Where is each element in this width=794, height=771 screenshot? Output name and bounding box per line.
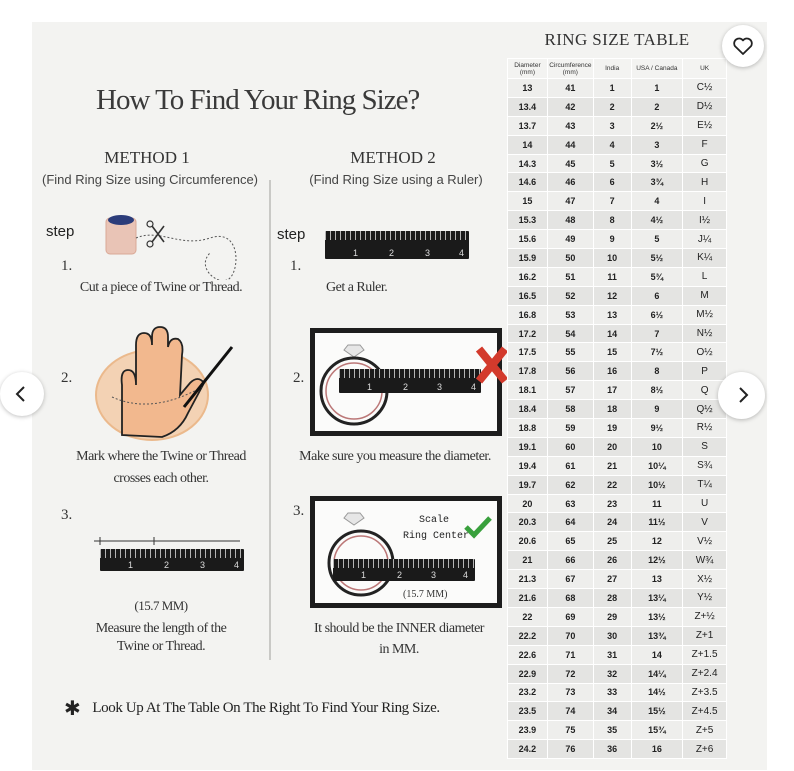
table-row — [508, 116, 727, 135]
cell-india: 19 — [593, 419, 631, 438]
cell-uk: Z+2.4 — [683, 664, 727, 683]
cell-circumference: 70 — [547, 626, 593, 645]
table-row — [508, 400, 727, 419]
cell-india: 28 — [593, 589, 631, 608]
cell-circumference: 66 — [547, 551, 593, 570]
cell-usa: 5½ — [631, 249, 683, 268]
cell-diameter: 14 — [508, 135, 548, 154]
cell-uk: M — [683, 286, 727, 305]
cell-diameter: 14.3 — [508, 154, 548, 173]
cell-india: 24 — [593, 513, 631, 532]
method2-step1-caption: Get a Ruler. — [326, 280, 388, 295]
cell-india: 20 — [593, 437, 631, 456]
cell-usa: 5¾ — [631, 267, 683, 286]
cell-diameter: 13.7 — [508, 116, 548, 135]
cell-usa: 6 — [631, 286, 683, 305]
col-header-diameter: Diameter (mm) — [508, 59, 548, 79]
cell-india: 36 — [593, 740, 631, 759]
table-row — [508, 249, 727, 268]
cell-india: 26 — [593, 551, 631, 570]
cell-usa: 3½ — [631, 154, 683, 173]
method1-measurement: (15.7 MM) — [134, 598, 188, 613]
cell-uk: I½ — [683, 211, 727, 230]
cell-circumference: 43 — [547, 116, 593, 135]
table-row — [508, 456, 727, 475]
cell-circumference: 69 — [547, 607, 593, 626]
table-row — [508, 267, 727, 286]
cell-circumference: 56 — [547, 362, 593, 381]
cell-circumference: 60 — [547, 437, 593, 456]
cell-diameter: 18.8 — [508, 419, 548, 438]
cell-uk: Z+½ — [683, 607, 727, 626]
cell-usa: 15½ — [631, 702, 683, 721]
cell-uk: T¼ — [683, 475, 727, 494]
cell-india: 17 — [593, 381, 631, 400]
cell-diameter: 22.2 — [508, 626, 548, 645]
cell-circumference: 75 — [547, 721, 593, 740]
method2-step3-caption-line2: in MM. — [379, 642, 419, 657]
table-row — [508, 211, 727, 230]
cell-diameter: 23.9 — [508, 721, 548, 740]
method2-step3-caption-line1: It should be the INNER diameter — [314, 621, 484, 636]
cell-india: 29 — [593, 607, 631, 626]
cell-india: 25 — [593, 532, 631, 551]
method2-step3-diagram — [310, 496, 502, 608]
cell-usa: 14 — [631, 645, 683, 664]
cell-diameter: 13 — [508, 79, 548, 98]
cell-usa: 5 — [631, 230, 683, 249]
cell-usa: 11½ — [631, 513, 683, 532]
col-header-uk: UK — [683, 59, 727, 79]
cell-india: 11 — [593, 267, 631, 286]
cell-usa: 8½ — [631, 381, 683, 400]
asterisk-icon: ✱ — [64, 696, 81, 720]
cell-circumference: 61 — [547, 456, 593, 475]
cell-circumference: 71 — [547, 645, 593, 664]
cell-uk: X½ — [683, 570, 727, 589]
method1-step3-caption-line2: Twine or Thread. — [116, 639, 206, 654]
cell-usa: 7½ — [631, 343, 683, 362]
cell-diameter: 21.6 — [508, 589, 548, 608]
table-row — [508, 419, 727, 438]
cell-diameter: 20.3 — [508, 513, 548, 532]
cell-usa: 3 — [631, 135, 683, 154]
cell-diameter: 19.7 — [508, 475, 548, 494]
cell-india: 35 — [593, 721, 631, 740]
table-row — [508, 437, 727, 456]
cell-uk: D½ — [683, 97, 727, 116]
method1-step1-caption: Cut a piece of Twine or Thread. — [79, 280, 243, 295]
cell-circumference: 41 — [547, 79, 593, 98]
cell-diameter: 18.4 — [508, 400, 548, 419]
col-header-circumference: Circumference (mm) — [547, 59, 593, 79]
next-image-button[interactable] — [718, 372, 765, 419]
cell-uk: Z+6 — [683, 740, 727, 759]
table-row — [508, 324, 727, 343]
cell-circumference: 49 — [547, 230, 593, 249]
table-row — [508, 532, 727, 551]
cell-circumference: 59 — [547, 419, 593, 438]
cell-usa: 6½ — [631, 305, 683, 324]
cell-uk: Z+4.5 — [683, 702, 727, 721]
cell-uk: S — [683, 437, 727, 456]
chevron-left-icon — [14, 385, 28, 403]
cell-india: 34 — [593, 702, 631, 721]
table-row — [508, 589, 727, 608]
table-row — [508, 173, 727, 192]
cell-india: 22 — [593, 475, 631, 494]
cell-circumference: 74 — [547, 702, 593, 721]
cell-usa: 9 — [631, 400, 683, 419]
method1-step2-number: 2. — [61, 370, 73, 386]
cell-usa: 4 — [631, 192, 683, 211]
cell-diameter: 22.6 — [508, 645, 548, 664]
cell-diameter: 15.9 — [508, 249, 548, 268]
cell-diameter: 21 — [508, 551, 548, 570]
cell-usa: 12 — [631, 532, 683, 551]
cell-uk: Z+5 — [683, 721, 727, 740]
cell-uk: G — [683, 154, 727, 173]
cell-uk: C½ — [683, 79, 727, 98]
method2-step2-number: 2. — [293, 370, 305, 386]
cell-circumference: 72 — [547, 664, 593, 683]
table-row — [508, 721, 727, 740]
cell-india: 5 — [593, 154, 631, 173]
table-row — [508, 362, 727, 381]
cell-diameter: 15 — [508, 192, 548, 211]
cell-uk: E½ — [683, 116, 727, 135]
table-row — [508, 79, 727, 98]
table-row — [508, 230, 727, 249]
cell-circumference: 57 — [547, 381, 593, 400]
cell-india: 10 — [593, 249, 631, 268]
cell-india: 33 — [593, 683, 631, 702]
cell-usa: 1 — [631, 79, 683, 98]
cell-usa: 3¾ — [631, 173, 683, 192]
cell-usa: 13¾ — [631, 626, 683, 645]
cell-diameter: 14.6 — [508, 173, 548, 192]
cell-uk: Z+1 — [683, 626, 727, 645]
method2-step1-ruler: 1 2 3 4 — [325, 231, 469, 259]
cell-uk: P — [683, 362, 727, 381]
cell-india: 27 — [593, 570, 631, 589]
method2-measurement: (15.7 MM) — [403, 589, 448, 600]
cell-circumference: 50 — [547, 249, 593, 268]
cell-diameter: 15.3 — [508, 211, 548, 230]
cell-uk: O½ — [683, 343, 727, 362]
cell-diameter: 21.3 — [508, 570, 548, 589]
cell-usa: 15¾ — [631, 721, 683, 740]
cell-circumference: 46 — [547, 173, 593, 192]
cell-usa: 12½ — [631, 551, 683, 570]
ring-size-table — [507, 58, 727, 759]
cell-diameter: 16.8 — [508, 305, 548, 324]
table-row — [508, 305, 727, 324]
cell-india: 7 — [593, 192, 631, 211]
thread-spool-icon — [100, 208, 250, 280]
cell-usa: 2 — [631, 97, 683, 116]
method1-ruler: 1 2 3 4 — [100, 549, 244, 571]
cell-uk: R½ — [683, 419, 727, 438]
cell-uk: Q — [683, 381, 727, 400]
cell-circumference: 45 — [547, 154, 593, 173]
method2-step2-caption: Make sure you measure the diameter. — [299, 449, 491, 464]
cell-diameter: 16.2 — [508, 267, 548, 286]
method2-step3-number: 3. — [293, 503, 305, 519]
cell-uk: Y½ — [683, 589, 727, 608]
cell-circumference: 67 — [547, 570, 593, 589]
table-row — [508, 702, 727, 721]
guide-title: How To Find Your Ring Size? — [96, 84, 420, 116]
method-divider — [269, 180, 271, 660]
table-row — [508, 475, 727, 494]
cell-usa: 10 — [631, 437, 683, 456]
cell-india: 21 — [593, 456, 631, 475]
method2-step2-diagram — [310, 328, 502, 436]
cell-circumference: 62 — [547, 475, 593, 494]
cell-circumference: 42 — [547, 97, 593, 116]
table-row — [508, 135, 727, 154]
cell-usa: 10½ — [631, 475, 683, 494]
cell-india: 13 — [593, 305, 631, 324]
table-row — [508, 551, 727, 570]
green-check-icon — [463, 515, 493, 539]
table-row — [508, 97, 727, 116]
cell-usa: 4½ — [631, 211, 683, 230]
cell-uk: H — [683, 173, 727, 192]
cell-circumference: 76 — [547, 740, 593, 759]
cell-india: 12 — [593, 286, 631, 305]
cell-uk: J¼ — [683, 230, 727, 249]
heart-icon — [733, 37, 753, 55]
cell-diameter: 23.5 — [508, 702, 548, 721]
cell-uk: Z+1.5 — [683, 645, 727, 664]
cell-circumference: 48 — [547, 211, 593, 230]
previous-image-button[interactable] — [0, 372, 44, 416]
cell-diameter: 17.8 — [508, 362, 548, 381]
cell-circumference: 52 — [547, 286, 593, 305]
scale-label: Scale — [419, 515, 450, 526]
method1-heading: METHOD 1 — [104, 148, 190, 167]
cell-usa: 13 — [631, 570, 683, 589]
cell-uk: S¾ — [683, 456, 727, 475]
method2-step1-number: 1. — [290, 258, 302, 274]
table-row — [508, 570, 727, 589]
cell-circumference: 53 — [547, 305, 593, 324]
table-row — [508, 154, 727, 173]
table-row — [508, 513, 727, 532]
cell-india: 8 — [593, 211, 631, 230]
table-row — [508, 664, 727, 683]
cell-diameter: 22 — [508, 607, 548, 626]
method1-step1-number: 1. — [61, 258, 73, 274]
cell-uk: V — [683, 513, 727, 532]
method2-heading: METHOD 2 — [350, 148, 436, 167]
method1-step2-caption-line2: crosses each other. — [113, 471, 209, 486]
ring-center-label: Ring Center — [403, 531, 470, 542]
col-header-india: India — [593, 59, 631, 79]
cell-uk: K¼ — [683, 249, 727, 268]
cell-circumference: 44 — [547, 135, 593, 154]
cell-circumference: 73 — [547, 683, 593, 702]
cell-diameter: 20 — [508, 494, 548, 513]
cell-diameter: 23.2 — [508, 683, 548, 702]
cell-circumference: 58 — [547, 400, 593, 419]
cell-uk: Z+3.5 — [683, 683, 727, 702]
table-row — [508, 381, 727, 400]
cell-india: 23 — [593, 494, 631, 513]
ring-size-table-title: RING SIZE TABLE — [544, 30, 690, 49]
cell-india: 18 — [593, 400, 631, 419]
cell-diameter: 24.2 — [508, 740, 548, 759]
cell-circumference: 54 — [547, 324, 593, 343]
bottom-note — [64, 696, 440, 720]
cell-usa: 13¼ — [631, 589, 683, 608]
bottom-note-text: Look Up At The Table On The Right To Find Your Ring Size. — [92, 700, 440, 716]
table-row — [508, 494, 727, 513]
method2-step-label: step — [277, 226, 306, 243]
cell-diameter: 13.4 — [508, 97, 548, 116]
table-row — [508, 192, 727, 211]
cell-diameter: 18.1 — [508, 381, 548, 400]
cell-usa: 2½ — [631, 116, 683, 135]
cell-diameter: 17.2 — [508, 324, 548, 343]
cell-uk: W¾ — [683, 551, 727, 570]
cell-diameter: 17.5 — [508, 343, 548, 362]
cell-usa: 7 — [631, 324, 683, 343]
cell-usa: 9½ — [631, 419, 683, 438]
cell-diameter: 16.5 — [508, 286, 548, 305]
cell-india: 16 — [593, 362, 631, 381]
cell-india: 31 — [593, 645, 631, 664]
cell-circumference: 51 — [547, 267, 593, 286]
cell-india: 6 — [593, 173, 631, 192]
cell-india: 32 — [593, 664, 631, 683]
table-row — [508, 607, 727, 626]
cell-usa: 10¼ — [631, 456, 683, 475]
table-row — [508, 683, 727, 702]
cell-usa: 13½ — [631, 607, 683, 626]
method1-step3-caption-line1: Measure the length of the — [95, 621, 227, 636]
cell-uk: N½ — [683, 324, 727, 343]
table-row — [508, 286, 727, 305]
red-x-icon — [475, 345, 509, 385]
cell-india: 4 — [593, 135, 631, 154]
cell-diameter: 22.9 — [508, 664, 548, 683]
method1-step2-caption-line1: Mark where the Twine or Thread — [76, 449, 246, 464]
cell-circumference: 63 — [547, 494, 593, 513]
favorite-button[interactable] — [722, 25, 764, 67]
table-row — [508, 343, 727, 362]
cell-uk: U — [683, 494, 727, 513]
table-row — [508, 645, 727, 664]
method1-step3-number: 3. — [61, 507, 73, 523]
method2-step2-ruler: 1 2 3 4 — [339, 369, 481, 393]
cell-usa: 14½ — [631, 683, 683, 702]
cell-india: 3 — [593, 116, 631, 135]
cell-uk: F — [683, 135, 727, 154]
cell-india: 14 — [593, 324, 631, 343]
cell-diameter: 20.6 — [508, 532, 548, 551]
method1-subheading: (Find Ring Size using Circumference) — [41, 172, 259, 187]
cell-uk: M½ — [683, 305, 727, 324]
cell-circumference: 68 — [547, 589, 593, 608]
cell-india: 15 — [593, 343, 631, 362]
method2-step3-ruler: 1 2 3 4 — [333, 559, 475, 581]
cell-uk: I — [683, 192, 727, 211]
cell-india: 1 — [593, 79, 631, 98]
method1-step-label: step — [46, 223, 75, 240]
table-row — [508, 626, 727, 645]
cell-circumference: 47 — [547, 192, 593, 211]
hand-measuring-icon — [92, 325, 242, 443]
cell-usa: 11 — [631, 494, 683, 513]
table-row — [508, 740, 727, 759]
cell-uk: V½ — [683, 532, 727, 551]
cell-usa: 14¼ — [631, 664, 683, 683]
cell-circumference: 55 — [547, 343, 593, 362]
cell-diameter: 19.4 — [508, 456, 548, 475]
cell-uk: Q½ — [683, 400, 727, 419]
cell-india: 30 — [593, 626, 631, 645]
cell-uk: L — [683, 267, 727, 286]
chevron-right-icon — [736, 386, 750, 404]
thread-line-icon — [92, 536, 242, 546]
method2-subheading: (Find Ring Size using a Ruler) — [309, 172, 483, 187]
cell-circumference: 64 — [547, 513, 593, 532]
cell-diameter: 19.1 — [508, 437, 548, 456]
cell-circumference: 65 — [547, 532, 593, 551]
cell-india: 2 — [593, 97, 631, 116]
cell-india: 9 — [593, 230, 631, 249]
cell-usa: 8 — [631, 362, 683, 381]
col-header-usa-canada: USA / Canada — [631, 59, 683, 79]
cell-usa: 16 — [631, 740, 683, 759]
cell-diameter: 15.6 — [508, 230, 548, 249]
